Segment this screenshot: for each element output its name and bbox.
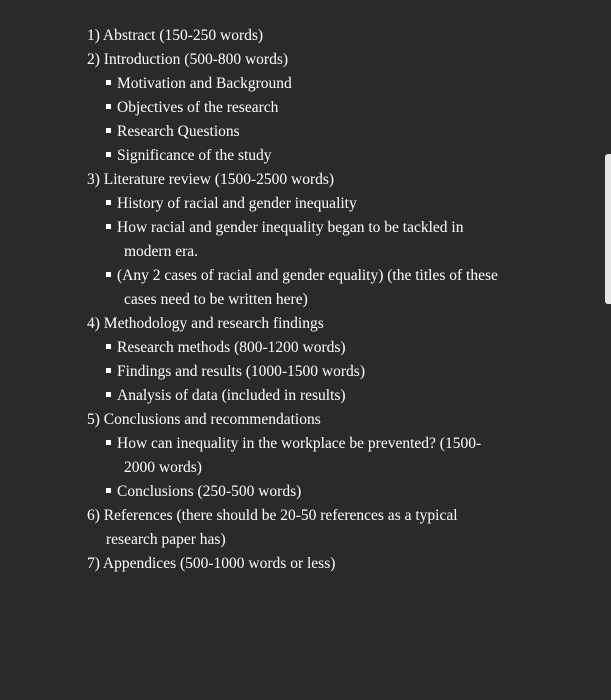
bullet-icon <box>106 272 111 277</box>
bullet-icon <box>106 440 111 445</box>
bullet-icon <box>106 128 111 133</box>
bullet-item <box>106 98 278 118</box>
bullet-item <box>106 74 292 94</box>
bullet-text: Findings and results (1000-1500 words) <box>117 363 365 380</box>
bullet-item <box>106 122 240 142</box>
bullet-icon <box>106 392 111 397</box>
section-references: 6) References (there should be 20-50 references as a typical <box>87 507 458 524</box>
bullet-continuation: cases need to be written here) <box>124 291 308 308</box>
bullet-icon <box>106 368 111 373</box>
bullet-text: Significance of the study <box>117 147 272 164</box>
bullet-text: How can inequality in the workplace be prevented? (1500- <box>117 435 482 452</box>
bullet-item <box>106 386 346 406</box>
bullet-item <box>106 146 272 166</box>
section-continuation: research paper has) <box>106 531 226 548</box>
bullet-item <box>106 218 463 238</box>
bullet-text: Analysis of data (included in results) <box>117 387 346 404</box>
bullet-icon <box>106 200 111 205</box>
bullet-text: How racial and gender inequality began to be tackled in <box>117 219 464 236</box>
section-appendices: 7) Appendices (500-1000 words or less) <box>87 555 336 572</box>
section-conclusions: 5) Conclusions and recommendations <box>87 411 321 428</box>
bullet-text: Motivation and Background <box>117 75 292 92</box>
bullet-icon <box>106 152 111 157</box>
bullet-item <box>106 434 481 454</box>
bullet-item <box>106 482 301 502</box>
bullet-continuation: modern era. <box>124 243 199 260</box>
bullet-text: History of racial and gender inequality <box>117 195 357 212</box>
bullet-text: (Any 2 cases of racial and gender equality) (the titles of these <box>117 267 498 284</box>
bullet-icon <box>106 104 111 109</box>
bullet-icon <box>106 224 111 229</box>
bullet-item <box>106 266 498 286</box>
section-methodology: 4) Methodology and research findings <box>87 315 324 332</box>
section-abstract: 1) Abstract (150-250 words) <box>87 27 264 44</box>
bullet-icon <box>106 344 111 349</box>
bullet-text: Conclusions (250-500 words) <box>117 483 302 500</box>
section-introduction: 2) Introduction (500-800 words) <box>87 51 289 68</box>
bullet-text: Research Questions <box>117 123 240 140</box>
section-literature-review: 3) Literature review (1500-2500 words) <box>87 171 335 188</box>
scrollbar-thumb[interactable] <box>605 154 611 304</box>
bullet-text: Objectives of the research <box>117 99 279 116</box>
bullet-text: Research methods (800-1200 words) <box>117 339 346 356</box>
bullet-continuation: 2000 words) <box>124 459 202 476</box>
bullet-item <box>106 338 346 358</box>
bullet-icon <box>106 488 111 493</box>
bullet-item <box>106 362 365 382</box>
bullet-icon <box>106 80 111 85</box>
bullet-item <box>106 194 357 214</box>
